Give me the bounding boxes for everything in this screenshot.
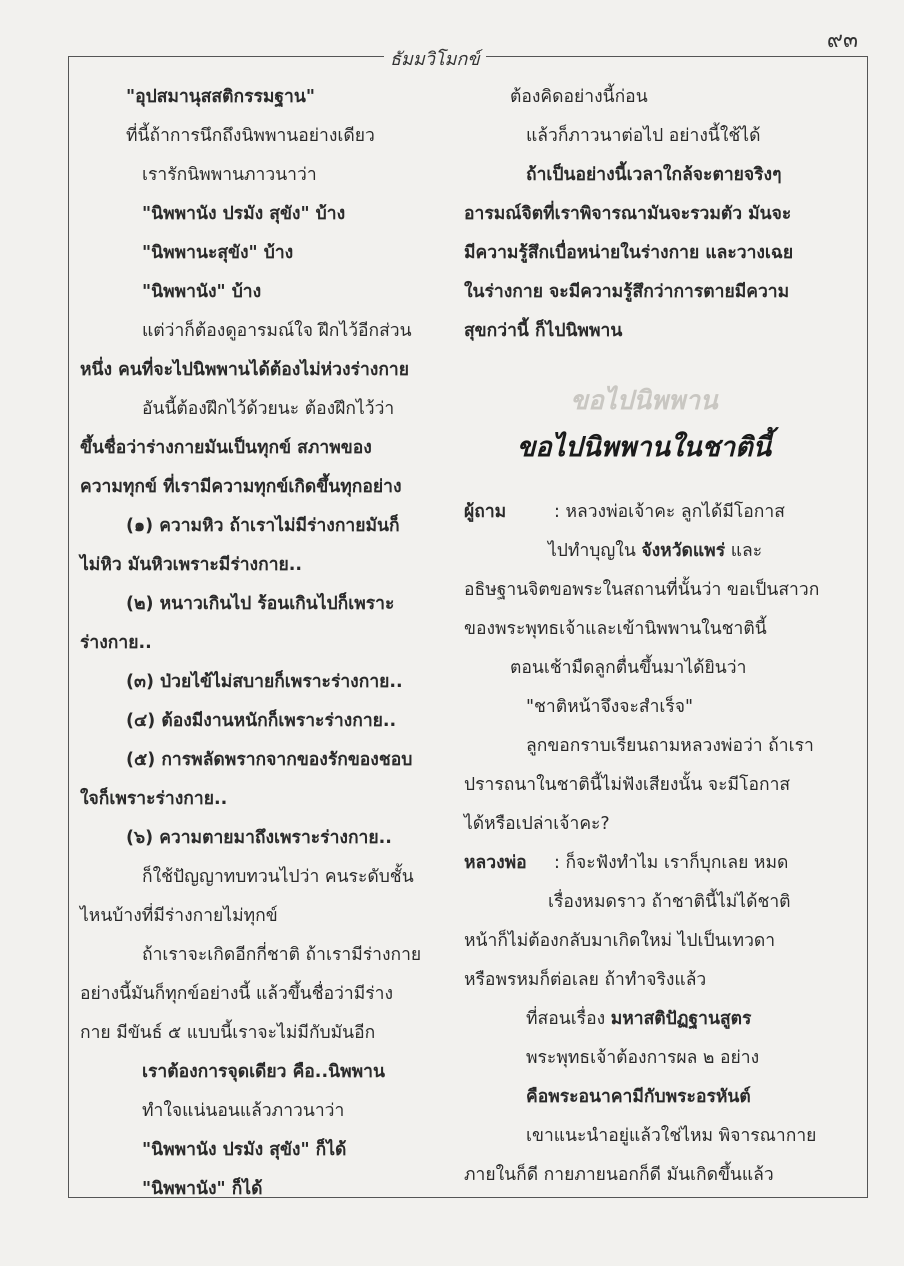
- text-line: แล้วก็ภาวนาต่อไป อย่างนี้ใช้ได้: [526, 126, 761, 146]
- dialogue-line: "ชาติหน้าจึงจะสำเร็จ": [526, 697, 694, 717]
- sutta-name: มหาสติปัฏฐานสูตร: [610, 1009, 752, 1029]
- running-title: ธัมมวิโมกข์: [384, 44, 486, 73]
- text-line: "นิพพานัง" ก็ได้: [142, 1179, 263, 1199]
- text-line: ต้องคิดอย่างนี้ก่อน: [510, 87, 648, 107]
- dialogue-line: ได้หรือเปล่าเจ้าคะ?: [464, 814, 610, 834]
- text-line: อารมณ์จิตที่เราพิจารณามันจะรวมตัว มันจะ: [464, 204, 792, 224]
- text-line: "นิพพานัง ปรมัง สุขัง" ก็ได้: [142, 1140, 347, 1160]
- dialogue-text: ที่สอนเรื่อง: [526, 1009, 611, 1029]
- dialogue-text: : หลวงพ่อเจ้าคะ ลูกได้มีโอกาส: [554, 502, 785, 522]
- dialogue-line: [464, 532, 824, 571]
- text-line: ก็ใช้ปัญญาทบทวนไปว่า คนระดับชั้น: [142, 867, 414, 887]
- text-line: (๖) ความตายมาถึงเพราะร่างกาย..: [126, 828, 392, 848]
- dialogue-text: และ: [725, 541, 763, 561]
- text-line: ไหนบ้างที่มีร่างกายไม่ทุกข์: [80, 906, 278, 926]
- text-line: ถ้าเราจะเกิดอีกกี่ชาติ ถ้าเรามีร่างกาย: [142, 945, 422, 965]
- dialogue-line: พระพุทธเจ้าต้องการผล ๒ อย่าง: [526, 1048, 760, 1068]
- text-line: สุขกว่านี้ ก็ไปนิพพาน: [464, 321, 623, 341]
- text-line: แต่ว่าก็ต้องดูอารมณ์ใจ ฝึกไว้อีกส่วน: [142, 321, 412, 341]
- text-line: ใจก็เพราะร่างกาย..: [80, 789, 228, 809]
- text-line: ความทุกข์ ที่เรามีความทุกข์เกิดขึ้นทุกอย่าง: [80, 477, 402, 497]
- text-line: "นิพพานัง ปรมัง สุขัง" บ้าง: [142, 204, 346, 224]
- place-name: จังหวัดแพร่: [641, 541, 726, 561]
- page-number: ๙๓: [826, 28, 858, 53]
- speaker-label: ผู้ถาม: [464, 502, 507, 522]
- text-line: "นิพพานัง" บ้าง: [142, 282, 262, 302]
- dialogue-line: เขาแนะนำอยู่แล้วใช่ไหม พิจารณากาย: [526, 1126, 817, 1146]
- dialogue-line: คือพระอนาคามีกับพระอรหันต์: [526, 1087, 751, 1107]
- dialogue-line: ปรารถนาในชาตินี้ไม่ฟังเสียงนั้น จะมีโอกาส: [464, 775, 791, 795]
- dialogue-text: : ก็จะฟังทำไม เราก็บุกเลย หมด: [554, 853, 789, 873]
- text-line: หนึ่ง คนที่จะไปนิพพานได้ต้องไม่ห่วงร่างกาย: [80, 360, 410, 380]
- text-line: "อุปสมานุสสติกรรมฐาน": [126, 87, 315, 107]
- text-line: ถ้าเป็นอย่างนี้เวลาใกล้จะตายจริงๆ: [526, 165, 782, 185]
- dialogue-line: เรื่องหมดราว ถ้าชาตินี้ไม่ได้ชาติ: [548, 892, 791, 912]
- text-line: ที่นี้ถ้าการนึกถึงนิพพานอย่างเดียว: [126, 126, 375, 146]
- left-column: [80, 78, 442, 1209]
- text-line: (๒) หนาวเกินไป ร้อนเกินไปก็เพราะ: [126, 594, 395, 614]
- text-line: กาย มีขันธ์ ๕ แบบนี้เราจะไม่มีกับมันอีก: [80, 1023, 376, 1043]
- dialogue-text: ไปทำบุญใน: [548, 541, 642, 561]
- text-line: เรารักนิพพานภาวนาว่า: [142, 165, 317, 185]
- text-line: ขึ้นชื่อว่าร่างกายมันเป็นทุกข์ สภาพของ: [80, 438, 372, 458]
- right-column: [464, 78, 824, 1195]
- text-line: ร่างกาย..: [80, 633, 152, 653]
- section-heading: ขอไปนิพพานในชาตินี้: [516, 432, 772, 463]
- section-heading-bleedthrough: ขอไปนิพพาน: [570, 386, 718, 416]
- dialogue-line: [464, 844, 824, 883]
- text-line: (๑) ความหิว ถ้าเราไม่มีร่างกายมันก็: [126, 516, 400, 536]
- text-line: ไม่หิว มันหิวเพราะมีร่างกาย..: [80, 555, 303, 575]
- text-line: ทำใจแน่นอนแล้วภาวนาว่า: [142, 1101, 345, 1121]
- text-line: (๕) การพลัดพรากจากของรักของชอบ: [126, 750, 413, 770]
- dialogue-line: ตอนเช้ามืดลูกตื่นขึ้นมาได้ยินว่า: [510, 658, 747, 678]
- dialogue-line: [464, 493, 824, 532]
- text-line: "นิพพานะสุขัง" บ้าง: [142, 243, 294, 263]
- text-line: (๓) ป่วยไข้ไม่สบายก็เพราะร่างกาย..: [126, 672, 403, 692]
- speaker-label: หลวงพ่อ: [464, 853, 527, 873]
- text-line: อย่างนี้มันก็ทุกข์อย่างนี้ แล้วขึ้นชื่อว่ามีร่าง: [80, 984, 394, 1004]
- text-line: มีความรู้สึกเบื่อหน่ายในร่างกาย และวางเฉย: [464, 243, 794, 263]
- dialogue-line: อธิษฐานจิตขอพระในสถานที่นั้นว่า ขอเป็นสาวก: [464, 580, 820, 600]
- dialogue-line: ภายในก็ดี กายภายนอกก็ดี มันเกิดขึ้นแล้ว: [464, 1165, 774, 1185]
- dialogue-line: ลูกขอกราบเรียนถามหลวงพ่อว่า ถ้าเรา: [526, 736, 814, 756]
- dialogue-line: หน้าก็ไม่ต้องกลับมาเกิดใหม่ ไปเป็นเทวดา: [464, 931, 776, 951]
- dialogue-line: [464, 1000, 824, 1039]
- dialogue-line: ของพระพุทธเจ้าและเข้านิพพานในชาตินี้: [464, 619, 767, 639]
- dialogue-line: หรือพรหมก็ต่อเลย ถ้าทำจริงแล้ว: [464, 970, 707, 990]
- text-line: ในร่างกาย จะมีความรู้สึกว่าการตายมีความ: [464, 282, 790, 302]
- text-line: อันนี้ต้องฝึกไว้ด้วยนะ ต้องฝึกไว้ว่า: [142, 399, 395, 419]
- text-line: เราต้องการจุดเดียว คือ..นิพพาน: [142, 1062, 385, 1082]
- text-line: (๔) ต้องมีงานหนักก็เพราะร่างกาย..: [126, 711, 397, 731]
